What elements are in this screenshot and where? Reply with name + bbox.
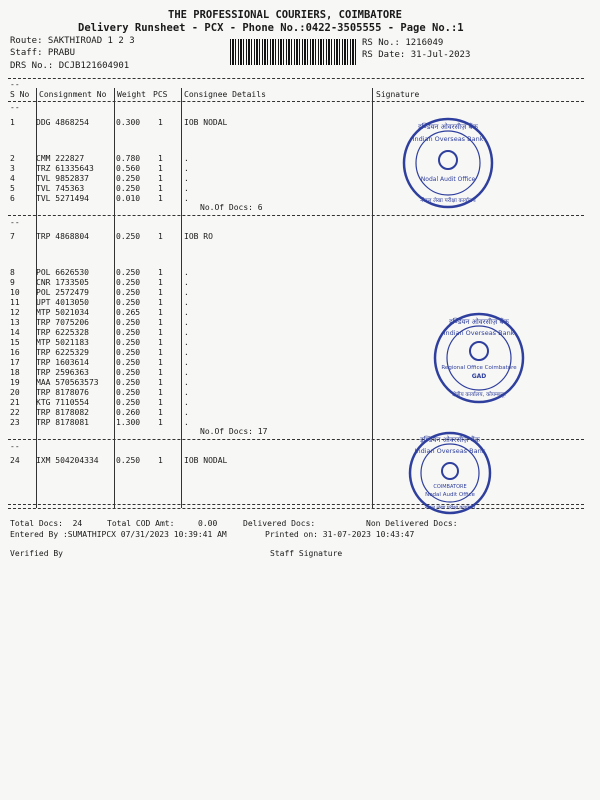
row-pcs: 1 [158,298,163,307]
row-pcs: 1 [158,318,163,327]
row-consignee: . [184,288,189,297]
row-pcs: 1 [158,456,163,465]
row-consignee: . [184,418,189,427]
row-consignee: . [184,388,189,397]
stamp-2-hindi-office: क्षेत्रीय कार्यालय, कोयम्बत्तूर [452,392,506,398]
row-consignment-no: TRP 4868804 [36,232,89,241]
stamp-3-office: Nodal Audit Office [425,492,475,498]
row-consignment-no: TRP 6225329 [36,348,89,357]
row-consignee: . [184,328,189,337]
row-sno: 10 [10,288,20,297]
row-consignment-no: CNR 1733505 [36,278,89,287]
row-pcs: 1 [158,308,163,317]
row-sno: 17 [10,358,20,367]
row-consignment-no: TVL 5271494 [36,194,89,203]
row-consignee: . [184,278,189,287]
bank-logo-icon [470,342,488,360]
company-name: THE PROFESSIONAL COURIERS, COIMBATORE [168,9,402,21]
row-pcs: 1 [158,408,163,417]
bank-stamp-1 [401,116,495,210]
staff-label: Staff: PRABU [10,48,76,58]
stamp-1-hindi-name: इण्डियन ओवरसीज़ बैंक [418,123,478,131]
row-pcs: 1 [158,328,163,337]
row-pcs: 1 [158,154,163,163]
row-consignee: IOB NODAL [184,456,228,465]
total-cod-value: 0.00 [198,519,218,528]
stamp-1-english-name: Indian Overseas Bank [412,135,484,143]
row-consignment-no: POL 6626530 [36,268,89,277]
row-pcs: 1 [158,174,163,183]
row-consignee: . [184,378,189,387]
group-total-2: No.Of Docs: 17 [200,427,268,436]
row-sno: 5 [10,184,15,193]
row-pcs: 1 [158,268,163,277]
group-separator-2 [8,439,584,440]
table-row [8,455,584,466]
row-consignee: . [184,408,189,417]
row-sno: 15 [10,338,20,347]
row-sno: 24 [10,456,20,465]
row-weight: 0.250 [116,328,141,337]
stamp-3-english-name: Indian Overseas Bank [414,447,486,455]
stamp-2-hindi-name: इण्डियन ओवरसीज़ बैंक [449,318,509,326]
row-consignment-no: POL 2572479 [36,288,89,297]
row-consignee: . [184,268,189,277]
row-weight: 0.250 [116,318,141,327]
stamp-2-office: Regional Office Coimbatore [441,365,517,371]
row-sno: 8 [10,268,15,277]
stamp-3-hindi-name: इण्डियन ओवरसीज़ बैंक [420,436,480,444]
row-weight: 0.250 [116,368,141,377]
rs-number: RS No.: 1216049 [362,38,444,48]
row-weight: 0.265 [116,308,141,317]
row-pcs: 1 [158,184,163,193]
row-weight: 0.250 [116,348,141,357]
verified-by-label: Verified By [10,549,63,558]
row-consignee: . [184,348,189,357]
row-consignee: . [184,164,189,173]
row-weight: 0.250 [116,232,141,241]
row-weight: 0.250 [116,174,141,183]
row-sno: 9 [10,278,15,287]
total-cod-label: Total COD Amt: [107,519,175,528]
row-sno: 2 [10,154,15,163]
row-consignment-no: TVL 9852837 [36,174,89,183]
row-pcs: 1 [158,118,163,127]
row-weight: 0.250 [116,398,141,407]
row-pcs: 1 [158,194,163,203]
row-consignment-no: TRP 8178076 [36,388,89,397]
stamp-1-hindi-office: नोडल लेखा परीक्षा कार्यालय [420,198,476,204]
row-sno: 16 [10,348,20,357]
row-sno: 21 [10,398,20,407]
row-sno: 14 [10,328,20,337]
row-consignee: . [184,318,189,327]
row-weight: 0.250 [116,338,141,347]
row-consignment-no: TRP 6225328 [36,328,89,337]
row-pcs: 1 [158,164,163,173]
bank-stamp-3 [403,431,497,515]
row-sno: 3 [10,164,15,173]
stamp-2-english-name: Indian Overseas Bank [443,329,515,337]
row-consignment-no: TRP 7075206 [36,318,89,327]
stamp-3-city: COIMBATORE [433,484,467,490]
row-pcs: 1 [158,418,163,427]
row-consignee: IOB NODAL [184,118,228,127]
row-pcs: 1 [158,388,163,397]
total-docs: Total Docs: 24 [10,519,83,528]
row-consignment-no: MAA 570563573 [36,378,99,387]
row-consignment-no: KTG 7110554 [36,398,89,407]
row-consignment-no: MTP 5021183 [36,338,89,347]
row-sno: 22 [10,408,20,417]
barcode-image [230,39,356,65]
row-pcs: 1 [158,358,163,367]
table-row [8,231,584,242]
row-pcs: 1 [158,398,163,407]
row-weight: 1.300 [116,418,141,427]
header-top-rule [8,78,584,79]
row-weight: 0.300 [116,118,141,127]
row-weight: 0.250 [116,278,141,287]
row-consignee: . [184,308,189,317]
row-pcs: 1 [158,338,163,347]
row-consignee: . [184,174,189,183]
row-consignment-no: CMM 222827 [36,154,85,163]
col-header-sno: S No [10,90,30,99]
row-weight: 0.250 [116,288,141,297]
row-consignment-no: TRP 8178081 [36,418,89,427]
row-sno: 6 [10,194,15,203]
row-sno: 20 [10,388,20,397]
row-consignee: . [184,358,189,367]
row-sno: 19 [10,378,20,387]
row-pcs: 1 [158,378,163,387]
row-weight: 0.780 [116,154,141,163]
row-consignment-no: TVL 745363 [36,184,85,193]
row-consignee: . [184,184,189,193]
staff-signature-label: Staff Signature [270,549,343,558]
rs-date: RS Date: 31-Jul-2023 [362,50,471,60]
row-sno: 7 [10,232,15,241]
row-weight: 0.250 [116,184,141,193]
bank-stamp-2 [432,311,526,405]
drs-number: DRS No.: DCJB121604901 [10,61,130,71]
row-consignee: . [184,298,189,307]
row-consignment-no: UPT 4013050 [36,298,89,307]
row-consignee: . [184,338,189,347]
row-pcs: 1 [158,232,163,241]
row-consignment-no: TRP 8178082 [36,408,89,417]
group-total-1: No.Of Docs: 6 [200,203,263,212]
row-consignee: . [184,154,189,163]
col-header-weight: Weight [117,90,146,99]
stamp-1-office: Nodal Audit Office [420,176,476,183]
row-weight: 0.260 [116,408,141,417]
row-consignee: . [184,368,189,377]
col-header-consignee: Consignee Details [184,90,266,99]
row-sno: 12 [10,308,20,317]
route-label: Route: SAKTHIROAD 1 2 3 [10,36,135,46]
table-row [8,417,584,428]
bank-logo-icon [442,463,458,479]
row-consignment-no: MTP 5021034 [36,308,89,317]
row-pcs: 1 [158,288,163,297]
runsheet-title: Delivery Runsheet - PCX - Phone No.:0422-3505555 - Page No.:1 [78,22,464,34]
col-header-pcs: PCS [153,90,168,99]
row-pcs: 1 [158,368,163,377]
row-consignment-no: TRP 2596363 [36,368,89,377]
row-weight: 0.250 [116,456,141,465]
printed-on: Printed on: 31-07-2023 10:43:47 [265,530,415,539]
row-weight: 0.560 [116,164,141,173]
table-row [8,117,584,128]
row-weight: 0.250 [116,268,141,277]
row-consignment-no: TRZ 61335643 [36,164,94,173]
col-header-consignment: Consignment No [39,90,107,99]
col-header-signature: Signature [376,90,420,99]
row-consignee: . [184,398,189,407]
row-sno: 18 [10,368,20,377]
table-bottom-rule [8,504,584,505]
entered-by: Entered By :SUMATHIPCX 07/31/2023 10:39:41 AM [10,530,227,539]
row-consignment-no: TRP 1603614 [36,358,89,367]
table-row [8,193,584,204]
row-weight: 0.250 [116,388,141,397]
row-pcs: 1 [158,278,163,287]
delivered-docs: Delivered Docs: [243,519,316,528]
row-sno: 23 [10,418,20,427]
row-sno: 4 [10,174,15,183]
row-weight: 0.250 [116,298,141,307]
stamp-2-gad: GAD [471,373,487,380]
header-bottom-rule [8,101,584,102]
row-weight: 0.250 [116,378,141,387]
row-pcs: 1 [158,348,163,357]
group-separator-1 [8,215,584,216]
row-consignment-no: DDG 4868254 [36,118,89,127]
row-consignment-no: IXM 504204334 [36,456,99,465]
stamp-3-hindi-office: नोडल लेखा परीक्षा कार्यालय [424,505,476,511]
row-weight: 0.250 [116,358,141,367]
non-delivered-docs: Non Delivered Docs: [366,519,458,528]
row-sno: 13 [10,318,20,327]
bank-logo-icon [439,151,457,169]
row-sno: 1 [10,118,15,127]
row-sno: 11 [10,298,20,307]
row-consignee: IOB RO [184,232,213,241]
row-weight: 0.010 [116,194,141,203]
row-consignee: . [184,194,189,203]
